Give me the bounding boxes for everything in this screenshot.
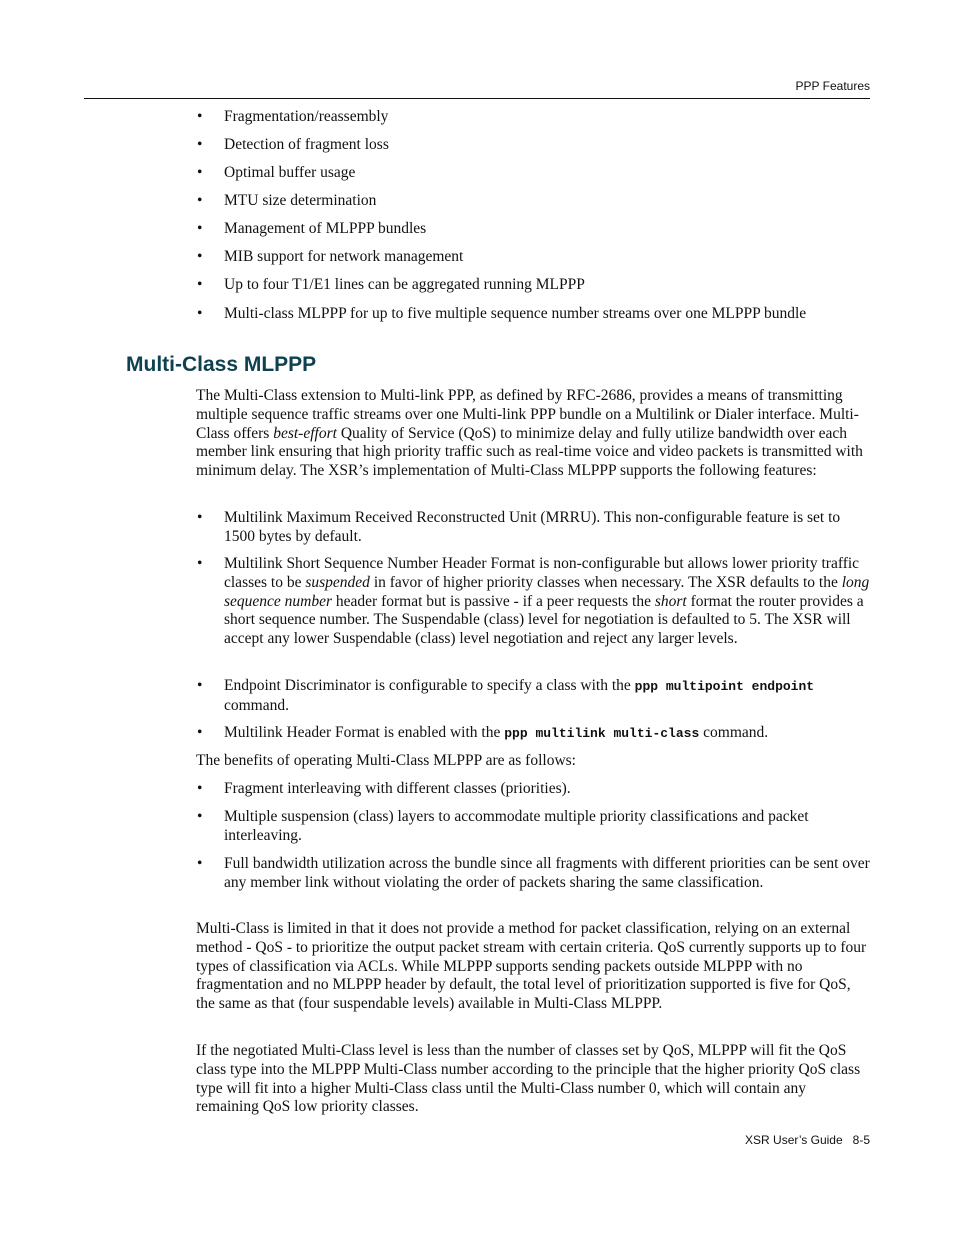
feature-header-format (224, 724, 872, 744)
list-item: • Multi-class MLPPP for up to five multiple sequence number streams over one MLPPP bundle (224, 305, 872, 324)
command-code: ppp multilink multi-class (504, 726, 700, 741)
command-code: ppp multipoint endpoint (634, 679, 815, 694)
feature-short-sequence (224, 555, 872, 649)
intro-paragraph (196, 387, 872, 481)
page-number: 8-5 (852, 1133, 870, 1147)
intro-text-part: Quality of Service (QoS) to minimize delay and fully utilize bandwidth over each member link ensuring that high priority traffic such as real-time voice and video packets is transmitted with minimum delay. The XSR’s implementation of Multi-Class MLPPP supports the following features: (196, 424, 863, 480)
section-heading: Multi-Class MLPPP (126, 353, 317, 376)
feature-text-part: Multilink Short Sequence Number Header Format is non-configurable but allows lower priority traffic classes to be (224, 555, 860, 591)
feature-text-part: Multilink Header Format is enabled with the (224, 724, 505, 741)
intro-emphasis: best-effort (273, 424, 337, 442)
feature-text-part: in favor of higher priority classes when necessary. The XSR defaults to the (369, 573, 842, 591)
header-rule (84, 98, 870, 99)
list-item: • Fragmentation/reassembly (224, 108, 872, 127)
running-header: PPP Features (795, 79, 870, 93)
limitation-paragraph: Multi-Class is limited in that it does not provide a method for packet classification, relying on an external method - QoS - to prioritize the output packet stream with certain criteria. QoS currently supports up to four types of classification via ACLs. While MLPPP supports sending packets outside MLPPP with no fragmentation and no MLPPP header by default, the total level of prioritization supported is five for QoS, the same as that (four suspendable levels) available in Multi-Class MLPPP. (196, 920, 867, 1013)
list-item: • Multiple suspension (class) layers to accommodate multiple priority classifications and packet interleaving. (224, 808, 872, 846)
feature-text-part: header format but is passive - if a peer requests the (332, 592, 655, 610)
feature-text-part: command. (699, 724, 769, 741)
list-item: • Up to four T1/E1 lines can be aggregated running MLPPP (224, 276, 872, 295)
intro-text-part: The Multi-Class extension to Multi-link PPP, as defined by RFC-2686, provides a means of transmitting multiple sequence traffic streams over one Multi-link PPP bundle on a Multilink or Dialer interface. Multi-Class offers (196, 387, 859, 442)
negotiation-paragraph: If the negotiated Multi-Class level is less than the number of classes set by QoS, MLPPP will fit the QoS class type into the MLPPP Multi-Class number according to the principle that the higher priority QoS class type will fit into a higher Multi-Class class until the Multi-Class number 0, which will contain any remaining QoS low priority classes. (196, 1042, 861, 1116)
feature-text-part: format the router provides a short sequence number. The Suspendable (class) level for negotiation is defaulted to 5. The XSR will accept any lower Suspendable (class) level negotiation and reject any larger levels. (224, 592, 864, 648)
list-item: • Optimal buffer usage (224, 164, 872, 183)
list-item: • Management of MLPPP bundles (224, 220, 872, 239)
list-item: • MIB support for network management (224, 248, 872, 267)
feature-mrru: • Multilink Maximum Received Reconstructed Unit (MRRU). This non-configurable feature is set to 1500 bytes by default. (224, 509, 872, 547)
feature-endpoint (224, 677, 872, 716)
feature-text-part: command. (224, 696, 289, 714)
list-item: • Fragment interleaving with different classes (priorities). (224, 780, 872, 799)
feature-emphasis: suspended (305, 573, 370, 591)
list-item: • Full bandwidth utilization across the bundle since all fragments with different priorities can be sent over any member link without violating the order of packets sharing the same classification. (224, 855, 872, 893)
footer-guide-title: XSR User’s Guide (745, 1133, 843, 1147)
list-item: • MTU size determination (224, 192, 872, 211)
page-footer (745, 1132, 870, 1148)
benefits-intro: The benefits of operating Multi-Class MLPPP are as follows: (196, 752, 576, 769)
list-item: • Detection of fragment loss (224, 136, 872, 155)
feature-emphasis: short (654, 592, 687, 610)
feature-text-part: Endpoint Discriminator is configurable to specify a class with the (224, 677, 635, 694)
feature-emphasis: long sequence number (224, 573, 870, 610)
